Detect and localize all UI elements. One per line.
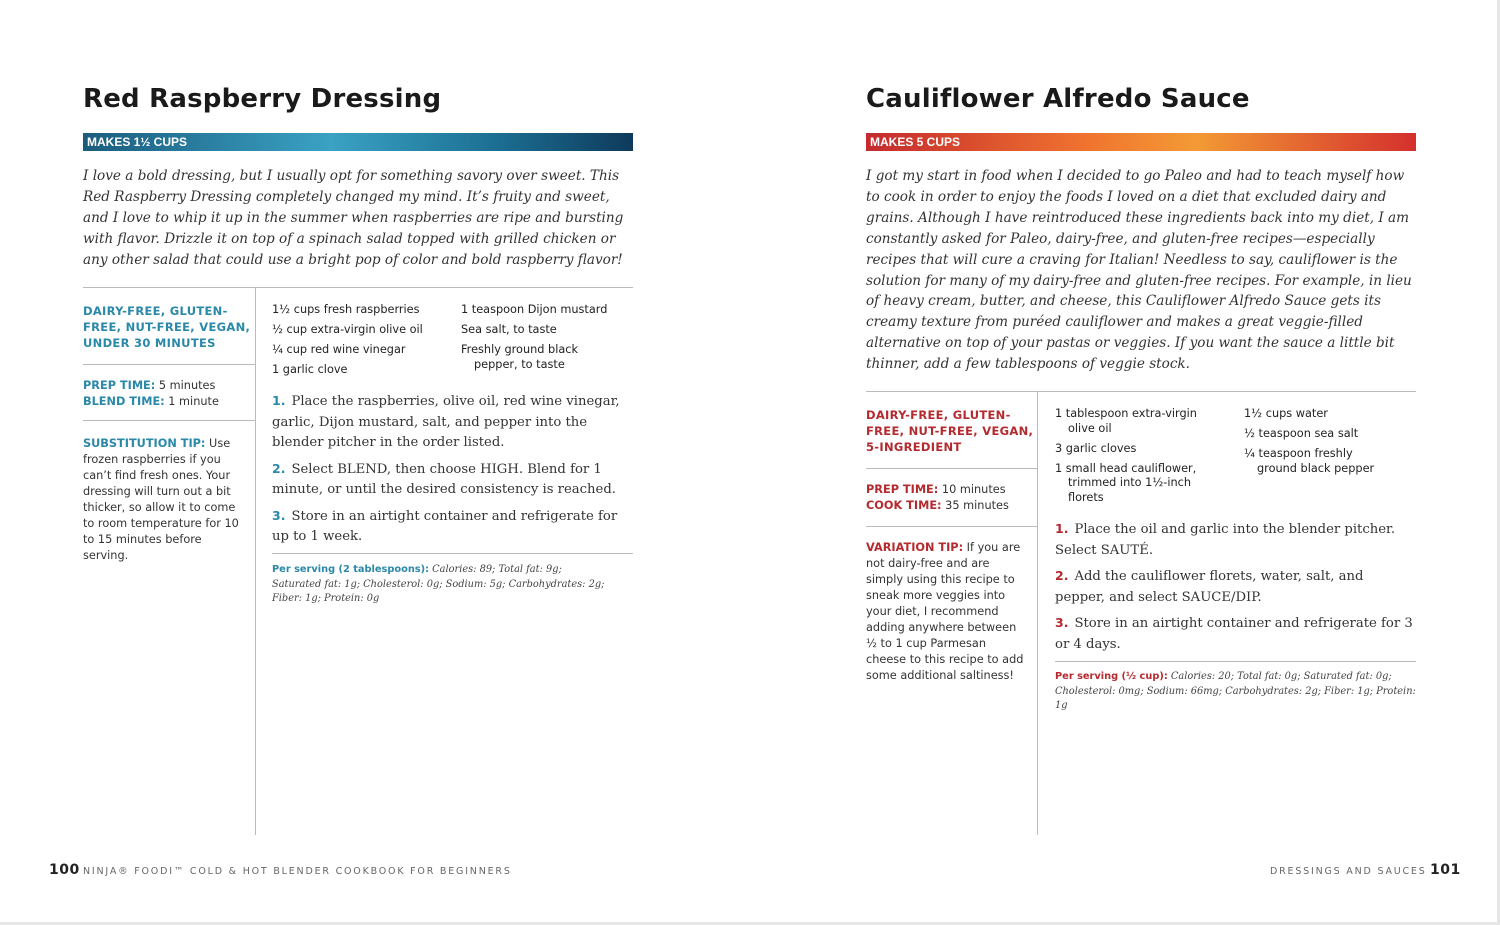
yield-banner: MAKES 5 CUPS	[866, 133, 1416, 151]
column-divider	[1037, 391, 1038, 835]
steps	[1055, 519, 1417, 660]
divider	[866, 526, 1037, 527]
prep-time-value: 10 minutes	[938, 483, 1006, 496]
diet-tags: DAIRY-FREE, GLUTEN-FREE, NUT-FREE, VEGAN, UNDER 30 MINUTES	[83, 304, 251, 350]
ingredients-column-1	[272, 303, 452, 383]
step-number: 3.	[272, 507, 286, 523]
nutrition-text: Calories: 89; Total fat: 9g; Saturated fat: 1g; Cholesterol: 0g; Sodium: 5g; Carbohydrates: 2g; Fiber: 1g; Protein: 0g	[272, 564, 605, 605]
steps	[272, 391, 634, 553]
nutrition-label: Per serving (½ cup):	[1055, 671, 1168, 682]
step-text: Select BLEND, then choose HIGH. Blend for 1 minute, or until the desired consistency is reached.	[272, 461, 616, 497]
divider	[866, 391, 1416, 392]
tip-label: VARIATION TIP:	[866, 541, 964, 554]
divider	[83, 287, 633, 288]
ingredient: 1½ cups water	[1244, 407, 1328, 420]
ingredient: Sea salt, to taste	[461, 323, 557, 336]
ingredients-column-2	[461, 303, 633, 378]
blend-time-value: 1 minute	[164, 395, 219, 408]
step-text: Store in an airtight container and refrigerate for 3 or 4 days.	[1055, 616, 1413, 652]
step-number: 2.	[1055, 568, 1069, 583]
yield-banner: MAKES 1½ CUPS	[83, 133, 633, 151]
tip-label: SUBSTITUTION TIP:	[83, 437, 206, 450]
divider	[272, 553, 633, 554]
nutrition-label: Per serving (2 tablespoons):	[272, 564, 430, 575]
prep-time-label: PREP TIME:	[83, 379, 156, 392]
recipe-title: Red Raspberry Dressing	[83, 84, 442, 114]
nutrition-info	[1055, 670, 1420, 714]
tip-text: Use frozen raspberries if you can’t find fresh ones. Your dressing will turn out a bit thicker, so allow it to come to room temperature for 10 to 15 minutes before serving.	[83, 437, 239, 562]
ingredient: ½ teaspoon sea salt	[1244, 427, 1359, 440]
step	[1055, 613, 1417, 655]
step-number: 2.	[272, 460, 286, 476]
tip-text: If you are not dairy-free and are simply using this recipe to sneak more veggies into your diet, I recommend adding anywhere between ½ to 1 cup Parmesan cheese to this recipe to add some additional saltiness!	[866, 541, 1024, 682]
ingredient: 1½ cups fresh raspberries	[272, 303, 420, 316]
divider	[866, 468, 1037, 469]
step-text: Place the oil and garlic into the blender pitcher. Select SAUTÉ.	[1055, 522, 1396, 558]
step-text: Add the cauliflower florets, water, salt, and pepper, and select SAUCE/DIP.	[1055, 569, 1364, 605]
ingredient: Freshly ground black pepper, to taste	[461, 343, 579, 371]
ingredient: 1 small head cauliflower, trimmed into 1½-inch florets	[1055, 461, 1197, 504]
step-text: Store in an airtight container and refrigerate for up to 1 week.	[272, 508, 618, 544]
step-number: 3.	[1055, 615, 1069, 630]
time-info	[866, 482, 1009, 514]
nutrition-info	[272, 563, 612, 607]
step	[1055, 519, 1417, 561]
tip	[83, 436, 243, 564]
page-number: 100	[49, 862, 80, 878]
ingredient: ½ cup extra-virgin olive oil	[272, 323, 423, 336]
ingredient: ¼ cup red wine vinegar	[272, 343, 406, 356]
column-divider	[255, 287, 256, 835]
divider	[83, 420, 255, 421]
cook-time-label: COOK TIME:	[866, 499, 942, 512]
ingredient: 3 garlic cloves	[1055, 441, 1137, 455]
ingredients-column-2	[1244, 407, 1416, 482]
ingredient: 1 garlic clove	[272, 363, 348, 376]
recipe-title: Cauliflower Alfredo Sauce	[866, 84, 1250, 114]
running-head: NINJA® FOODI™ COLD & HOT BLENDER COOKBOOK FOR BEGINNERS	[83, 866, 512, 877]
blend-time-label: BLEND TIME:	[83, 395, 165, 408]
page-number: 101	[1430, 862, 1461, 878]
ingredients-column-1	[1055, 407, 1225, 511]
prep-time-value: 5 minutes	[155, 379, 216, 392]
diet-tags: DAIRY-FREE, GLUTEN-FREE, NUT-FREE, VEGAN, 5-INGREDIENT	[866, 408, 1034, 454]
step	[272, 506, 634, 548]
ingredient: ¼ teaspoon freshly ground black pepper	[1244, 447, 1375, 475]
ingredient: 1 tablespoon extra-virgin olive oil	[1055, 407, 1197, 435]
running-head: DRESSINGS AND SAUCES	[1270, 866, 1427, 877]
nutrition-text: Calories: 20; Total fat: 0g; Saturated fat: 0g; Cholesterol: 0mg; Sodium: 66mg; Carbohydrates: 2g; Fiber: 1g; Protein: 1g	[1055, 671, 1416, 712]
recipe-intro: I love a bold dressing, but I usually opt for something savory over sweet. This Red Raspberry Dressing completely changed my mind. It’s fruity and sweet, and I love to whip it up in the summer when raspberries are ripe and bursting with flavor. Drizzle it on top of a spinach salad topped with grilled chicken or any other salad that could use a bright pop of color and bold raspberry flavor!	[83, 168, 624, 268]
step-number: 1.	[1055, 521, 1069, 536]
cook-time-value: 35 minutes	[941, 499, 1009, 512]
step	[272, 459, 634, 501]
time-info	[83, 378, 219, 410]
ingredient: 1 teaspoon Dijon mustard	[461, 303, 608, 316]
step	[1055, 566, 1417, 608]
step-text: Place the raspberries, olive oil, red wine vinegar, garlic, Dijon mustard, salt, and pepper into the blender pitcher in the order listed.	[272, 394, 620, 450]
step-number: 1.	[272, 393, 286, 408]
divider	[1055, 661, 1416, 662]
divider	[83, 364, 255, 365]
prep-time-label: PREP TIME:	[866, 483, 939, 496]
recipe-intro: I got my start in food when I decided to go Paleo and had to teach myself how to cook in order to enjoy the foods I loved on a diet that excluded dairy and grains. Although I have reintroduced these ingredients back into my diet, I am constantly asked for Paleo, dairy-free, and gluten-free recipes—especially recipes that will cure a craving for Italian! Needless to say, cauliflower is the solution for many of my dairy-free and gluten-free recipes. For example, in lieu of heavy cream, butter, and cheese, this Cauliflower Alfredo Sauce gets its creamy texture from puréed cauliflower and makes a great veggie-filled alternative on top of your pastas or veggies. If you want the sauce a little bit thinner, add a few tablespoons of veggie stock.	[866, 168, 1412, 373]
step	[272, 391, 634, 454]
tip	[866, 540, 1028, 684]
